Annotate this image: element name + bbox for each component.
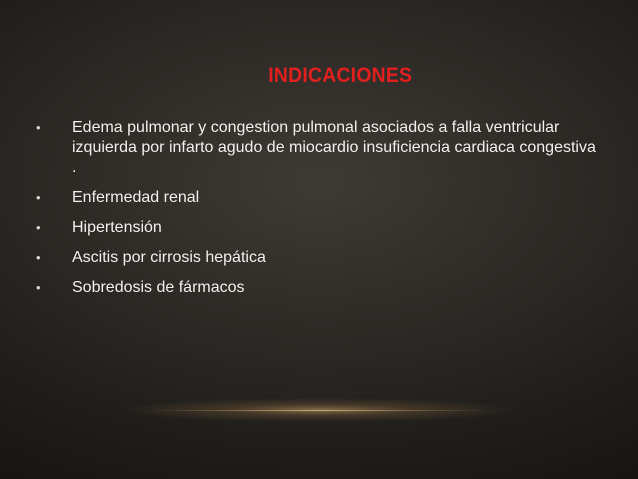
list-item-text: Enfermedad renal — [72, 189, 200, 206]
bullet-icon: • — [36, 280, 41, 295]
slide-title — [0, 64, 638, 88]
list-item-text: Sobredosis de fármacos — [72, 279, 245, 296]
bullet-icon: • — [36, 250, 41, 265]
decorative-glow-line — [150, 410, 488, 411]
bullet-icon: • — [36, 220, 41, 235]
bullet-icon: • — [36, 120, 41, 135]
list-item — [36, 188, 596, 208]
list-item — [36, 118, 596, 178]
bullet-list — [36, 118, 596, 308]
list-item-text: Hipertensión — [72, 219, 162, 236]
slide-title-text: INDICACIONES — [268, 64, 412, 87]
list-item — [36, 248, 596, 268]
list-item — [36, 218, 596, 238]
list-item — [36, 278, 596, 298]
list-item-text: Ascitis por cirrosis hepática — [72, 249, 266, 266]
bullet-icon: • — [36, 190, 41, 205]
list-item-text: Edema pulmonar y congestion pulmonal asociados a falla ventricular izquierda por infarto agudo de miocardio insuficiencia cardiaca congestiva . — [72, 119, 596, 176]
